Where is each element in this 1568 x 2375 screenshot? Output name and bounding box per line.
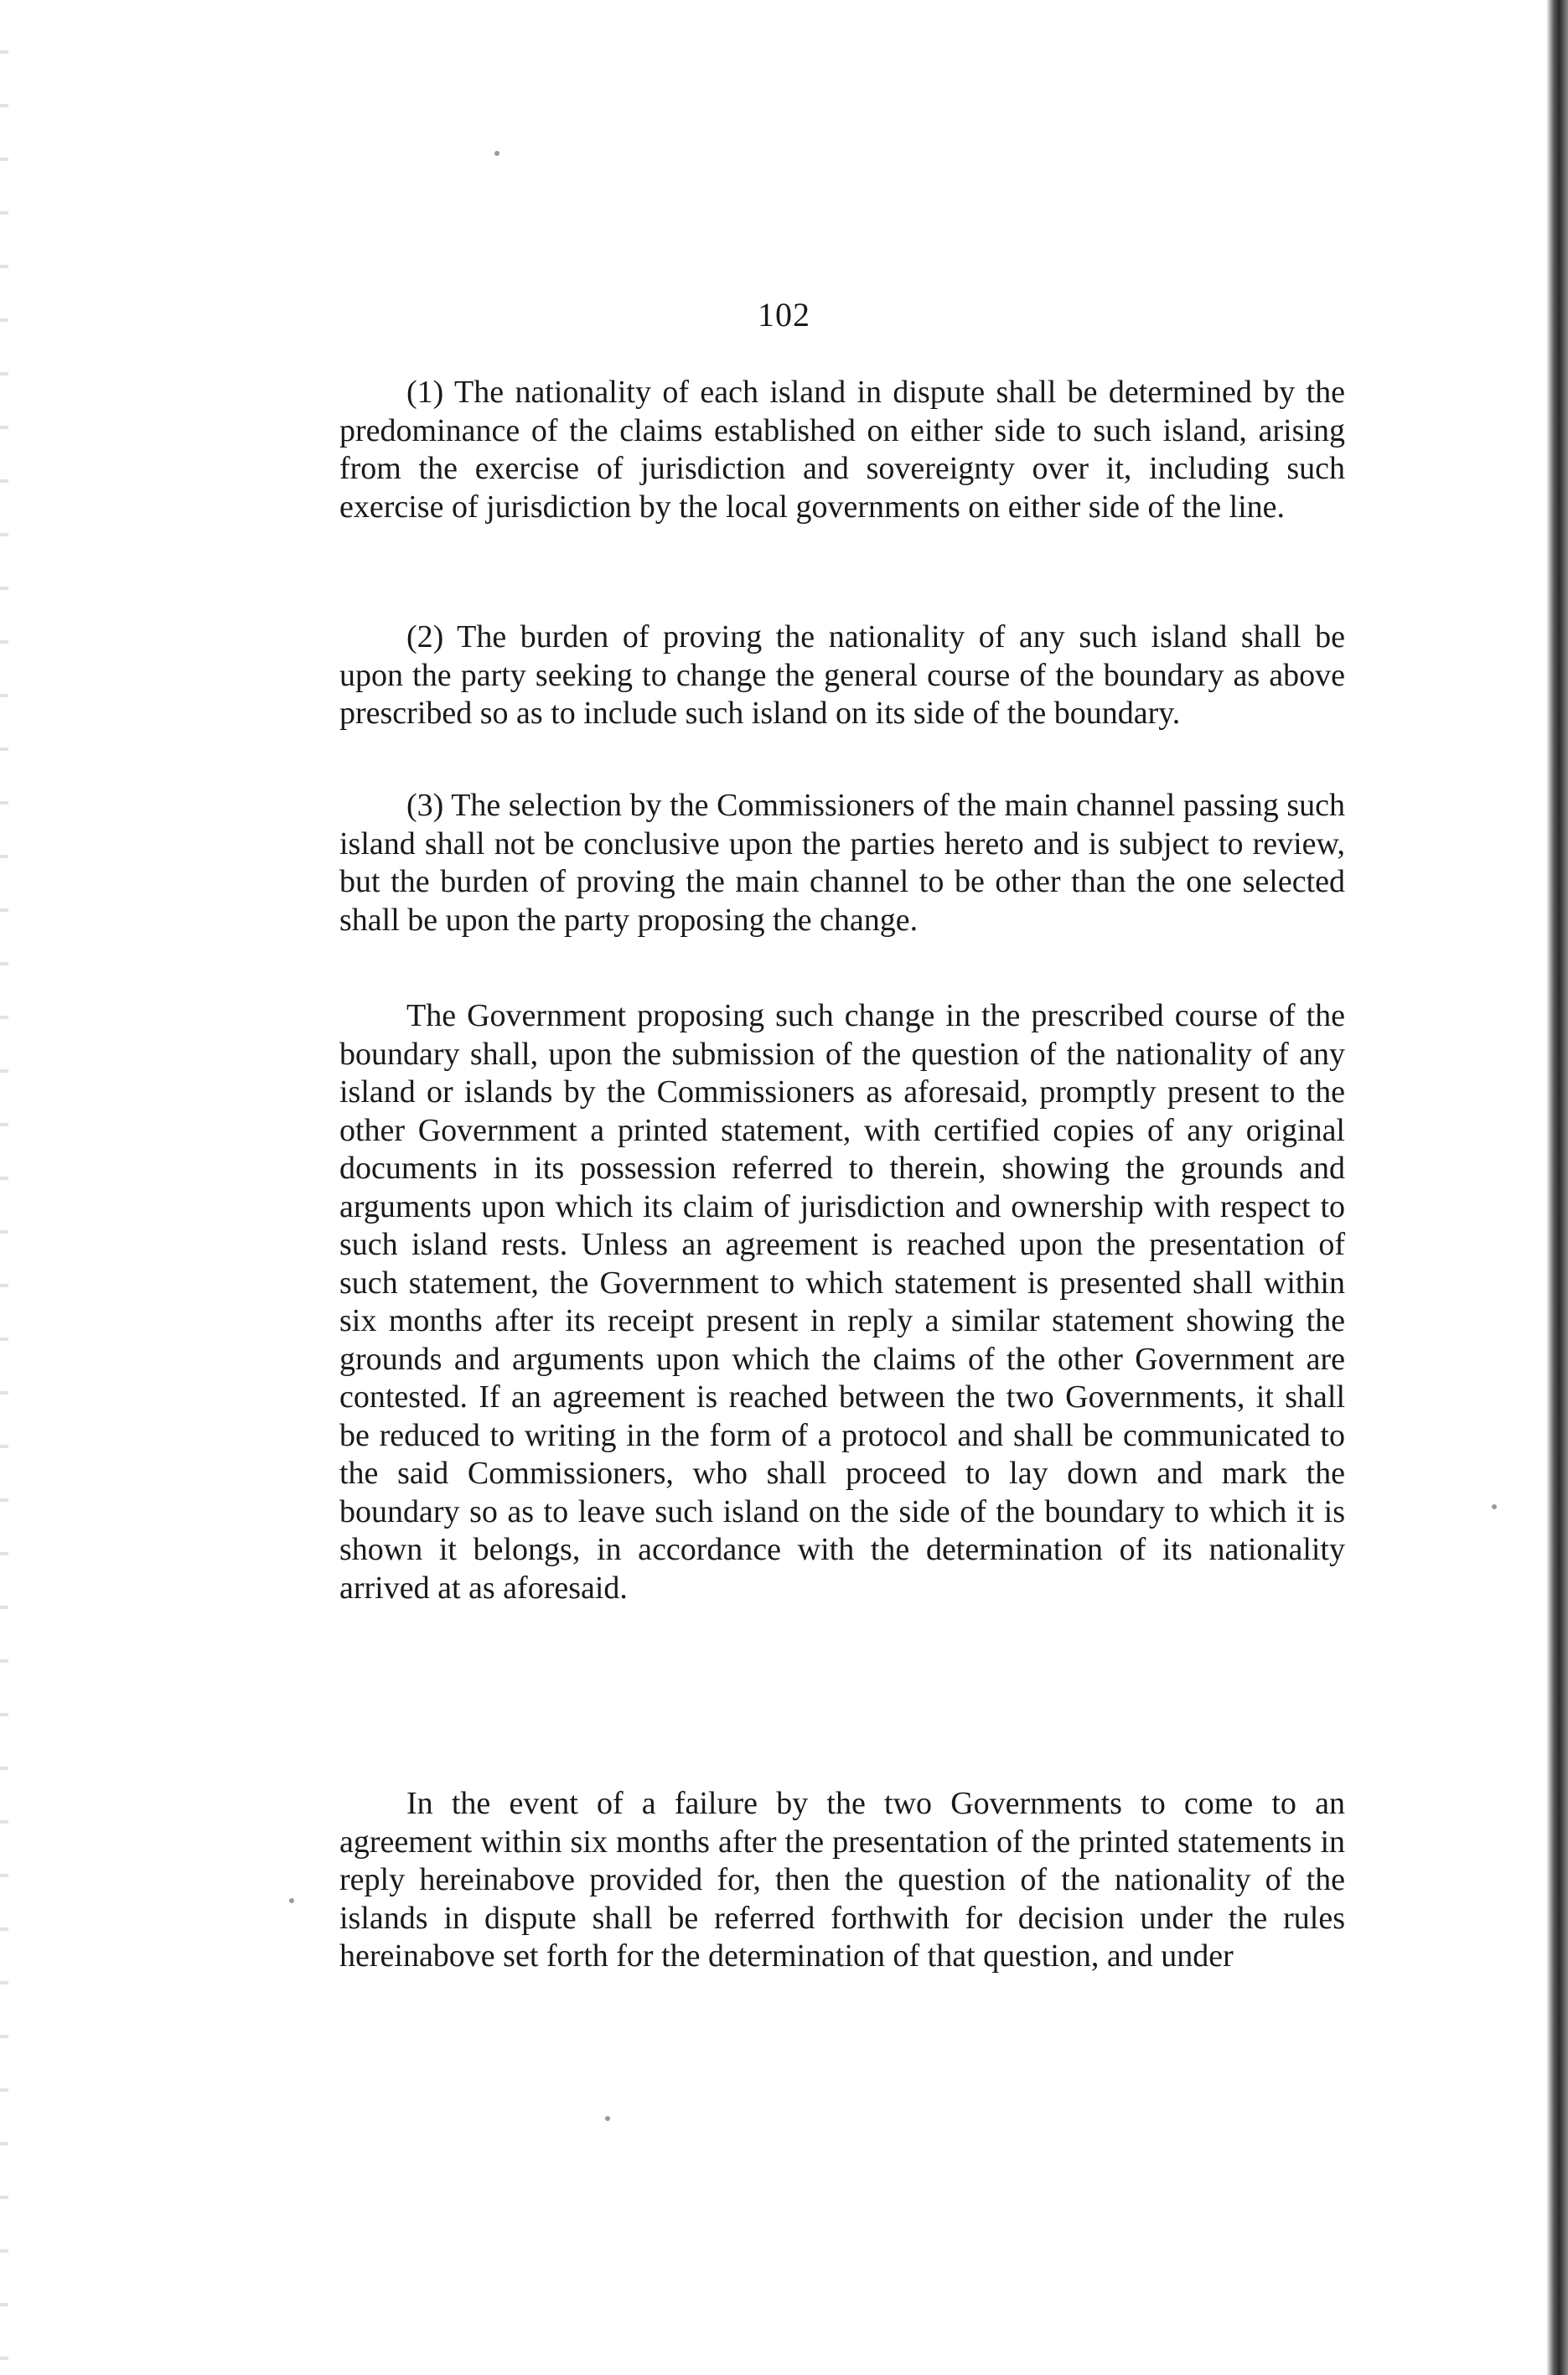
page-number: 102 [758,296,810,334]
scan-speck [1492,1504,1497,1509]
scan-speck [494,151,499,156]
scan-speck [289,1898,294,1903]
scan-speck [605,2116,610,2121]
paragraph-1: (1) The nationality of each island in dispute shall be determined by the predominance of the claims established on either side to such island, arising from the exercise of jurisdiction and sovereignty over it, including such exercise of jurisdiction by the local governments on either side of the line. [339,375,1345,525]
paragraph-4: The Government proposing such change in the prescribed course of the boundary shall, upon the submission of the question of the nationality of any island or islands by the Commissioners as aforesaid, promptly present to the other Government a printed statement, with certified copies of any original documents in its possession referred to therein, showing the grounds and arguments upon which its claim of jurisdiction and ownership with respect to such island rests. Unless an agreement is reached upon the presentation of such statement, the Government to which statement is presented shall within six months after its receipt present in reply a similar statement showing the grounds and arguments upon which the claims of the other Government are contested. If an agreement is reached between the two Governments, it shall be reduced to writing in the form of a protocol and shall be communicated to the said Commissioners, who shall proceed to lay down and mark the boundary so as to leave such island on the side of the boundary to which it is shown it belongs, in accordance with the determination of its nationality arrived at as aforesaid. [339,998,1345,1606]
paragraph-3: (3) The selection by the Commissioners of the main channel passing such island shall not be conclusive upon the parties hereto and is subject to review, but the burden of proving the main channel to be other than the one selected shall be upon the party proposing the change. [339,788,1345,938]
paragraph-2: (2) The burden of proving the nationality of any such island shall be upon the party seeking to change the general course of the boundary as above prescribed so as to include such island on its side of the boundary. [339,619,1345,731]
scan-left-margin-specks [0,0,8,2375]
paragraph-5: In the event of a failure by the two Governments to come to an agreement within six months after the presentation of the printed statements in reply hereinabove provided for, then the question of the nationality of the islands in dispute shall be referred forthwith for decision under the rules hereinabove set forth for the determination of that question, and under [339,1786,1345,1974]
scan-right-edge-shadow [1546,0,1568,2375]
